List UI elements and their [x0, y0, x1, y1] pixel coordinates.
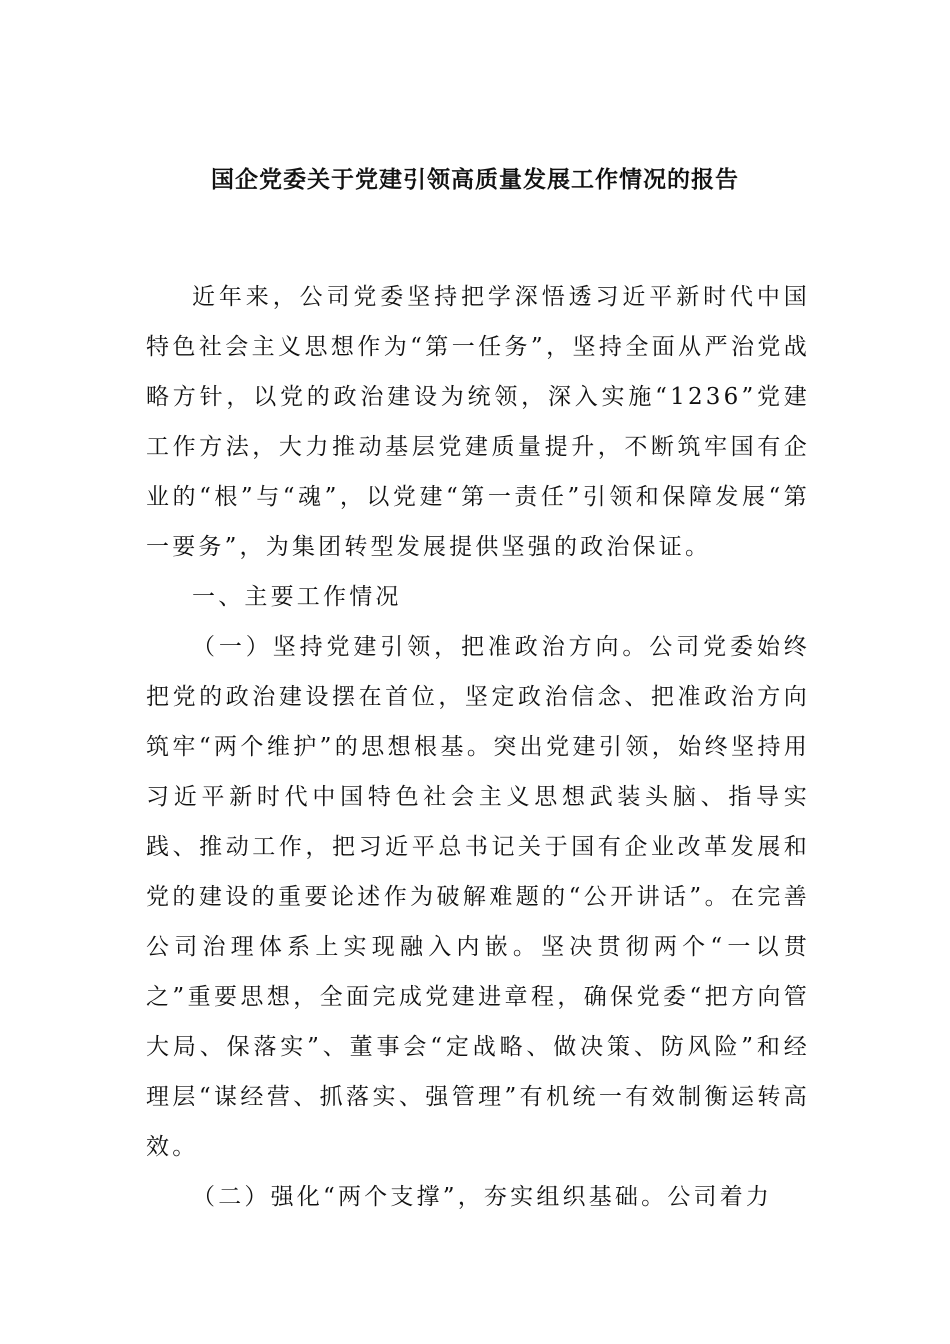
subsection-1-paragraph: （一）坚持党建引领，把准政治方向。公司党委始终把党的政治建设摆在首位，坚定政治信念、把准政治方向筑牢“两个维护”的思想根基。突出党建引领，始终坚持用习近平新时代中国特色社会主义思想武装头脑、指导实践、推动工作，把习近平总书记关于国有企业改革发展和党的建设的重要论述作为破解难题的“公开讲话”。在完善公司治理体系上实现融入内嵌。坚决贯彻两个“一以贯之”重要思想，全面完成党建进章程，确保党委“把方向管大局、保落实”、董事会“定战略、做决策、防风险”和经理层“谋经营、抓落实、强管理”有机统一有效制衡运转高效。: [146, 634, 810, 1160]
intro-paragraph: 近年来，公司党委坚持把学深悟透习近平新时代中国特色社会主义思想作为“第一任务”，坚持全面从严治党战略方针，以党的政治建设为统领，深入实施“1236”党建工作方法，大力推动基层党建质量提升，不断筑牢国有企业的“根”与“魂”，以党建“第一责任”引领和保障发展“第一要务”，为集团转型发展提供坚强的政治保证。: [146, 284, 810, 560]
document-body: [146, 272, 810, 1222]
subsection-2-paragraph: （二）强化“两个支撑”，夯实组织基础。公司着力: [192, 1184, 773, 1210]
section-heading: 一、主要工作情况: [192, 584, 402, 610]
document-title: 国企党委关于党建引领高质量发展工作情况的报告: [211, 166, 739, 193]
